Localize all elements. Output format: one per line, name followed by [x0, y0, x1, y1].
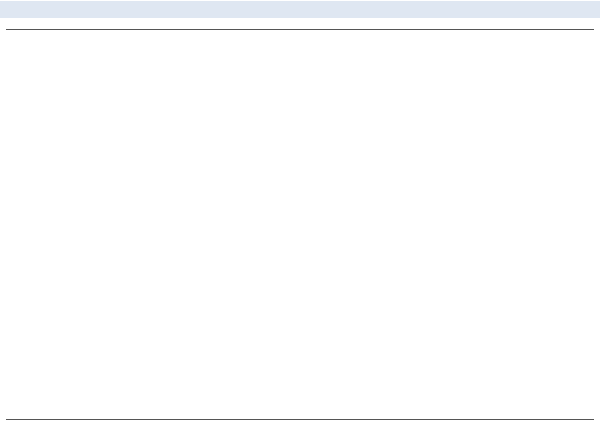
year-header	[0, 19, 600, 29]
header-rule	[6, 29, 594, 30]
footer-rule	[6, 419, 594, 420]
page-title	[0, 1, 600, 18]
